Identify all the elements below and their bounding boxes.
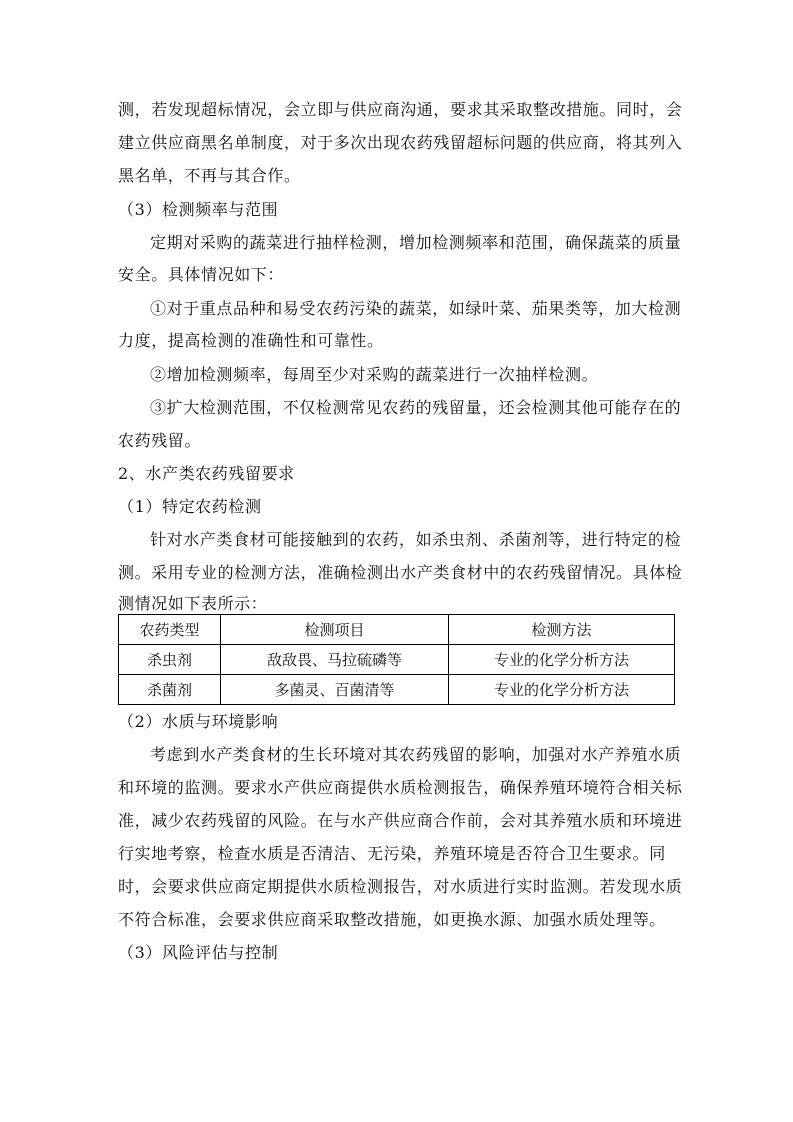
paragraph-line: 黑名单，不再与其合作。 (118, 166, 301, 185)
paragraph-line: 测。采用专业的检测方法，准确检测出水产类食材中的农药残留情况。具体检 (118, 563, 683, 582)
table-header-cell: 检测项目 (221, 615, 449, 645)
paragraph-line: 测情况如下表所示： (118, 594, 268, 613)
paragraph-line: 测，若发现超标情况，会立即与供应商沟通，要求其采取整改措施。同时，会 (118, 100, 683, 119)
table-cell: 杀菌剂 (119, 675, 221, 705)
table-header-cell: 检测方法 (449, 615, 675, 645)
paragraph-line: 行实地考察，检查水质是否清洁、无污染，养殖环境是否符合卫生要求。同 (118, 844, 666, 863)
paragraph-line: 安全。具体情况如下： (118, 265, 285, 284)
subsection-heading: （1）特定农药检测 (118, 497, 262, 516)
table-cell: 敌敌畏、马拉硫磷等 (221, 645, 449, 675)
section-heading: （3）检测频率与范围 (118, 200, 279, 219)
list-item-line: ①对于重点品种和易受农药污染的蔬菜，如绿叶菜、茄果类等，加大检测 (150, 299, 682, 318)
section-heading: 2、水产类农药残留要求 (118, 464, 295, 483)
table-row (119, 675, 675, 705)
table-header-cell: 农药类型 (119, 615, 221, 645)
table-header-row (119, 615, 675, 645)
table-cell: 杀虫剂 (119, 645, 221, 675)
paragraph-line: 考虑到水产类食材的生长环境对其农药残留的影响，加强对水产养殖水质 (150, 745, 682, 764)
paragraph-line: 建立供应商黑名单制度，对于多次出现农药残留超标问题的供应商，将其列入 (118, 133, 683, 152)
list-item-line: ②增加检测频率，每周至少对采购的蔬菜进行一次抽样检测。 (150, 365, 599, 384)
table-cell: 多菌灵、百菌清等 (221, 675, 449, 705)
table-cell: 专业的化学分析方法 (449, 645, 675, 675)
subsection-heading: （2）水质与环境影响 (118, 712, 279, 731)
list-item-line: 农药残留。 (118, 431, 202, 450)
paragraph-line: 和环境的监测。要求水产供应商提供水质检测报告，确保养殖环境符合相关标 (118, 778, 683, 797)
paragraph-line: 准，减少农药残留的风险。在与水产供应商合作前，会对其养殖水质和环境进 (118, 811, 683, 830)
subsection-heading: （3）风险评估与控制 (118, 943, 279, 962)
list-item-line: ③扩大检测范围，不仅检测常见农药的残留量，还会检测其他可能存在的 (150, 398, 682, 417)
paragraph-line: 时，会要求供应商定期提供水质检测报告，对水质进行实时监测。若发现水质 (118, 877, 683, 896)
list-item-line: 力度，提高检测的准确性和可靠性。 (118, 331, 384, 350)
table-cell: 专业的化学分析方法 (449, 675, 675, 705)
paragraph-line: 定期对采购的蔬菜进行抽样检测，增加检测频率和范围，确保蔬菜的质量 (150, 233, 682, 252)
paragraph-line: 针对水产类食材可能接触到的农药，如杀虫剂、杀菌剂等，进行特定的检 (150, 530, 682, 549)
paragraph-line: 不符合标准，会要求供应商采取整改措施，如更换水源、加强水质处理等。 (118, 910, 666, 929)
pesticide-table (118, 614, 675, 705)
table-row (119, 645, 675, 675)
